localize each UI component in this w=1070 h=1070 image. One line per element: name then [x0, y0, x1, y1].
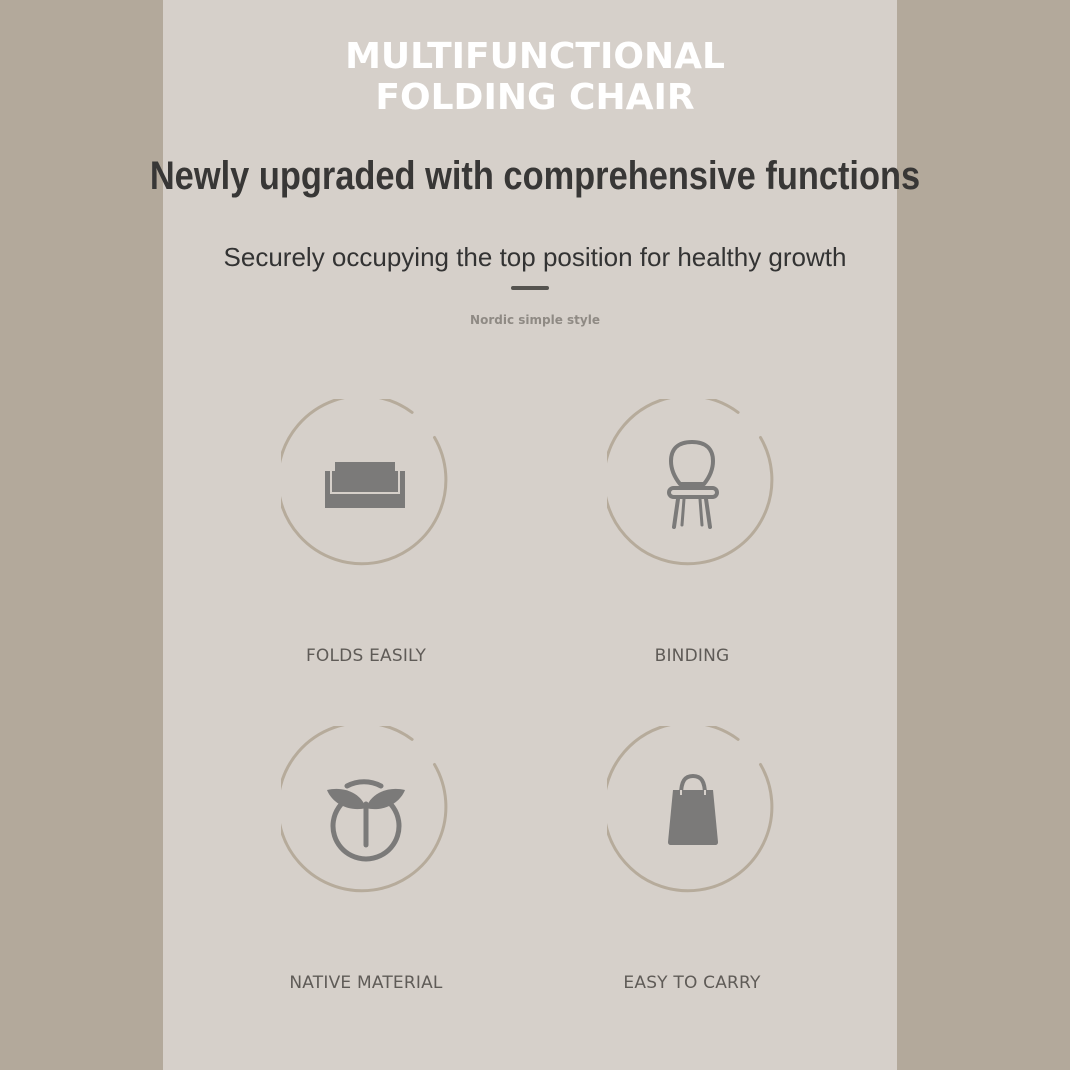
leaf-sprout-icon — [281, 726, 453, 898]
feature-ring — [607, 399, 779, 571]
feature-label: EASY TO CARRY — [623, 973, 761, 993]
page-title-line-1: MULTIFUNCTIONAL — [345, 36, 725, 77]
sofa-icon — [281, 399, 453, 571]
feature-label: BINDING — [654, 646, 730, 666]
feature-ring — [281, 726, 453, 898]
page-title — [0, 36, 1070, 118]
feature-ring — [281, 399, 453, 571]
feature-label: FOLDS EASILY — [305, 646, 427, 666]
divider — [511, 286, 549, 290]
feature-ring — [607, 726, 779, 898]
page-title-line-2: FOLDING CHAIR — [375, 77, 695, 118]
chair-icon — [607, 399, 779, 571]
shopping-bag-icon — [607, 726, 779, 898]
feature-folds-easily — [246, 399, 486, 699]
feature-easy-to-carry — [572, 726, 812, 1026]
feature-binding — [572, 399, 812, 699]
tagline: Nordic simple style — [470, 313, 600, 327]
feature-native-material — [246, 726, 486, 1026]
headline: Newly upgraded with comprehensive functions — [149, 154, 921, 198]
feature-label: NATIVE MATERIAL — [289, 973, 443, 993]
subtitle: Securely occupying the top position for healthy growth — [223, 242, 847, 272]
